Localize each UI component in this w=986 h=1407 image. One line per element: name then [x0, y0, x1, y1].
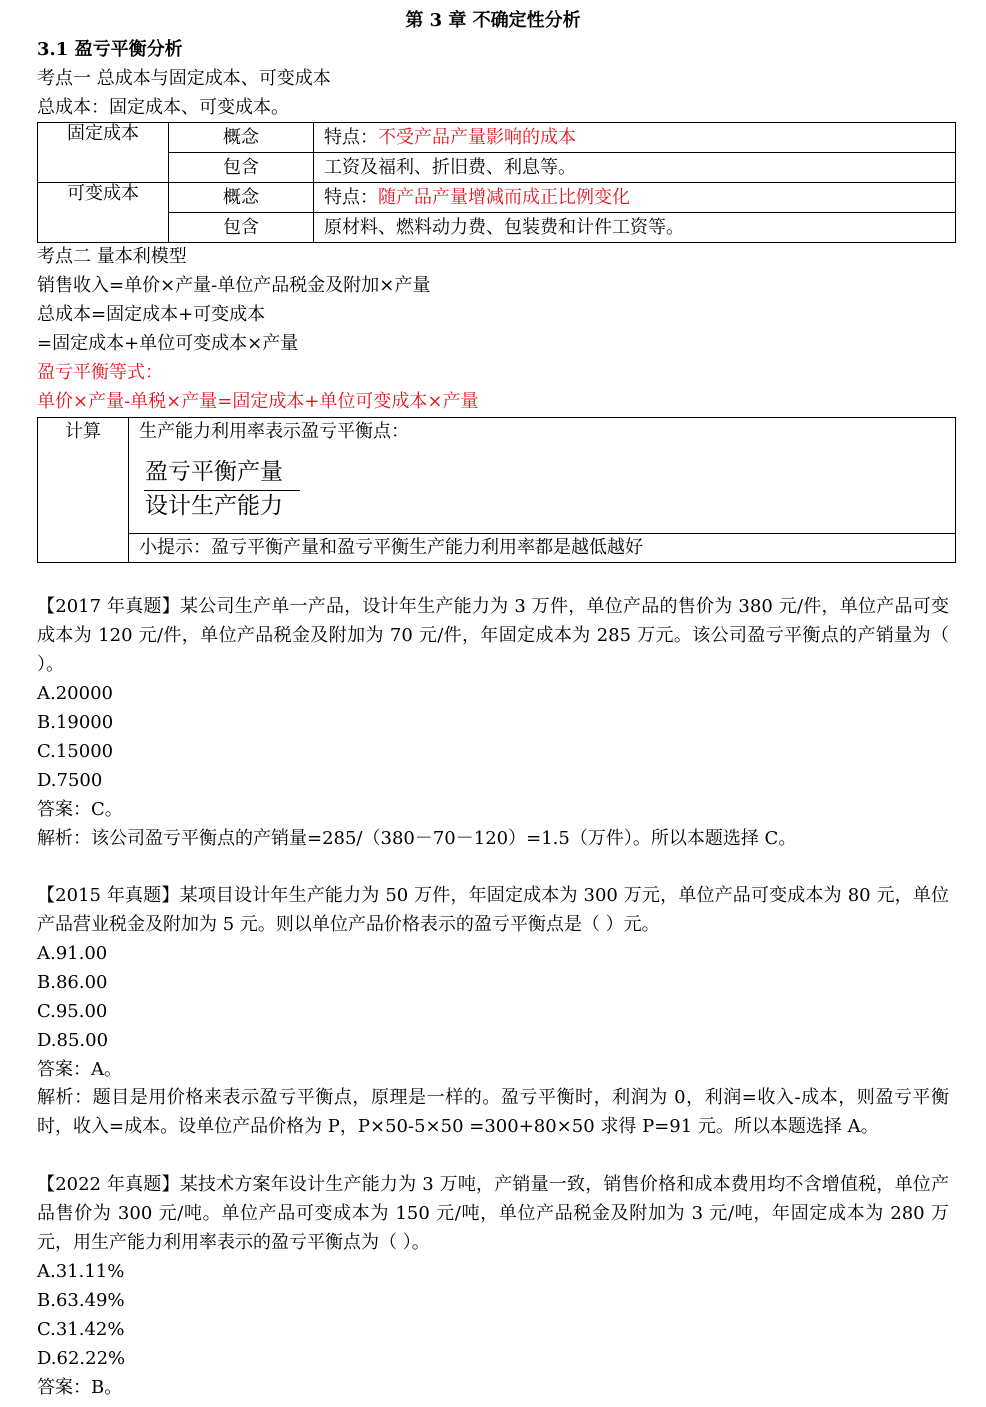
variable-concept-prefix: 特点：: [324, 186, 378, 208]
fixed-concept-cell: [314, 123, 956, 153]
table-row: [38, 534, 956, 563]
calc-label: 计算: [38, 418, 129, 563]
table-row: [38, 213, 956, 243]
option-d: D.62.22%: [37, 1348, 126, 1369]
option-c: C.95.00: [37, 1001, 108, 1022]
analysis: 解析：题目是用价格来表示盈亏平衡点，原理是一样的。盈亏平衡时，利润为 0，利润=收入-成本，则盈亏平衡时，收入=成本。设单位产品价格为 P，P×50-5×50 =300+80×50 求得 P=91 元。所以本题选择 A。: [37, 1087, 949, 1137]
point1-heading: 考点一 总成本与固定成本、可变成本: [37, 68, 331, 89]
fixed-concept-prefix: 特点：: [324, 126, 378, 148]
question-2015-stem: [37, 881, 949, 939]
fraction-denominator: 设计生产能力: [145, 493, 283, 519]
chapter-title: 第 3 章 不确定性分析: [405, 10, 581, 31]
fixed-concept-text: 不受产品产量影响的成本: [378, 126, 576, 148]
option-a: A.91.00: [37, 943, 108, 964]
question-tag: 【2015 年真题】: [37, 885, 180, 906]
option-a: A.20000: [37, 683, 113, 704]
calc-tip: 小提示：盈亏平衡产量和盈亏平衡生产能力利用率都是越低越好: [129, 534, 956, 563]
option-c: C.31.42%: [37, 1319, 125, 1340]
table-row: [38, 183, 956, 213]
option-d: D.7500: [37, 770, 103, 791]
option-b: B.86.00: [37, 972, 108, 993]
fixed-include-text: 工资及福利、折旧费、利息等。: [314, 153, 956, 183]
analysis: 解析：该公司盈亏平衡点的产销量=285/（380－70－120）=1.5（万件）。所以本题选择 C。: [37, 828, 797, 849]
formula-revenue: 销售收入=单价×产量-单位产品税金及附加×产量: [37, 275, 431, 296]
question-text: 某技术方案年设计生产能力为 3 万吨，产销量一致，销售价格和成本费用均不含增值税，单位产品售价为 300 元/吨。单位产品可变成本为 150 元/吨，单位产品税金及附加为 3 元/吨，年固定成本为 280 万元，用生产能力利用率表示的盈亏平衡点为（ ）。: [37, 1174, 949, 1253]
variable-concept-label: 概念: [169, 183, 314, 213]
option-d: D.85.00: [37, 1030, 109, 1051]
variable-cost-label: 可变成本: [38, 183, 169, 243]
fraction-numerator: 盈亏平衡产量: [145, 459, 283, 485]
option-c: C.15000: [37, 741, 114, 762]
variable-concept-cell: [314, 183, 956, 213]
answer: 答案：A。: [37, 1059, 122, 1080]
question-text: 某项目设计年生产能力为 50 万件，年固定成本为 300 万元，单位产品可变成本为 80 元，单位产品营业税金及附加为 5 元。则以单位产品价格表示的盈亏平衡点是（ ）元。: [37, 885, 950, 935]
option-a: A.31.11%: [37, 1261, 125, 1282]
question-2017-stem: [37, 592, 949, 679]
question-tag: 【2017 年真题】: [37, 596, 180, 617]
question-tag: 【2022 年真题】: [37, 1174, 180, 1195]
option-b: B.63.49%: [37, 1290, 125, 1311]
answer: 答案：B。: [37, 1377, 123, 1398]
option-b: B.19000: [37, 712, 114, 733]
variable-include-text: 原材料、燃料动力费、包装费和计件工资等。: [314, 213, 956, 243]
question-2022-stem: [37, 1170, 949, 1257]
table-row: [38, 153, 956, 183]
section-title: 3.1 盈亏平衡分析: [37, 39, 183, 60]
calc-desc: 生产能力利用率表示盈亏平衡点：: [129, 418, 956, 534]
point2-heading: 考点二 量本利模型: [37, 246, 187, 267]
fixed-concept-label: 概念: [169, 123, 314, 153]
table-row: [38, 123, 956, 153]
question-text: 某公司生产单一产品，设计年生产能力为 3 万件，单位产品的售价为 380 元/件，单位产品可变成本为 120 元/件，单位产品税金及附加为 70 元/件，年固定成本为 285 万元。该公司盈亏平衡点的产销量为（ ）。: [37, 596, 949, 675]
answer: 答案：C。: [37, 799, 123, 820]
variable-concept-text: 随产品产量增减而成正比例变化: [378, 186, 630, 208]
fraction-bar: [144, 490, 300, 491]
fixed-include-label: 包含: [169, 153, 314, 183]
formula-total-cost: 总成本=固定成本+可变成本: [37, 304, 266, 325]
breakeven-equation: 单价×产量-单税×产量=固定成本+单位可变成本×产量: [37, 391, 479, 412]
formula-total-cost-expanded: =固定成本+单位可变成本×产量: [37, 333, 299, 354]
fixed-cost-label: 固定成本: [38, 123, 169, 183]
variable-include-label: 包含: [169, 213, 314, 243]
point1-intro: 总成本：固定成本、可变成本。: [37, 97, 289, 118]
breakeven-equation-label: 盈亏平衡等式：: [37, 362, 163, 383]
cost-table: [37, 122, 956, 243]
